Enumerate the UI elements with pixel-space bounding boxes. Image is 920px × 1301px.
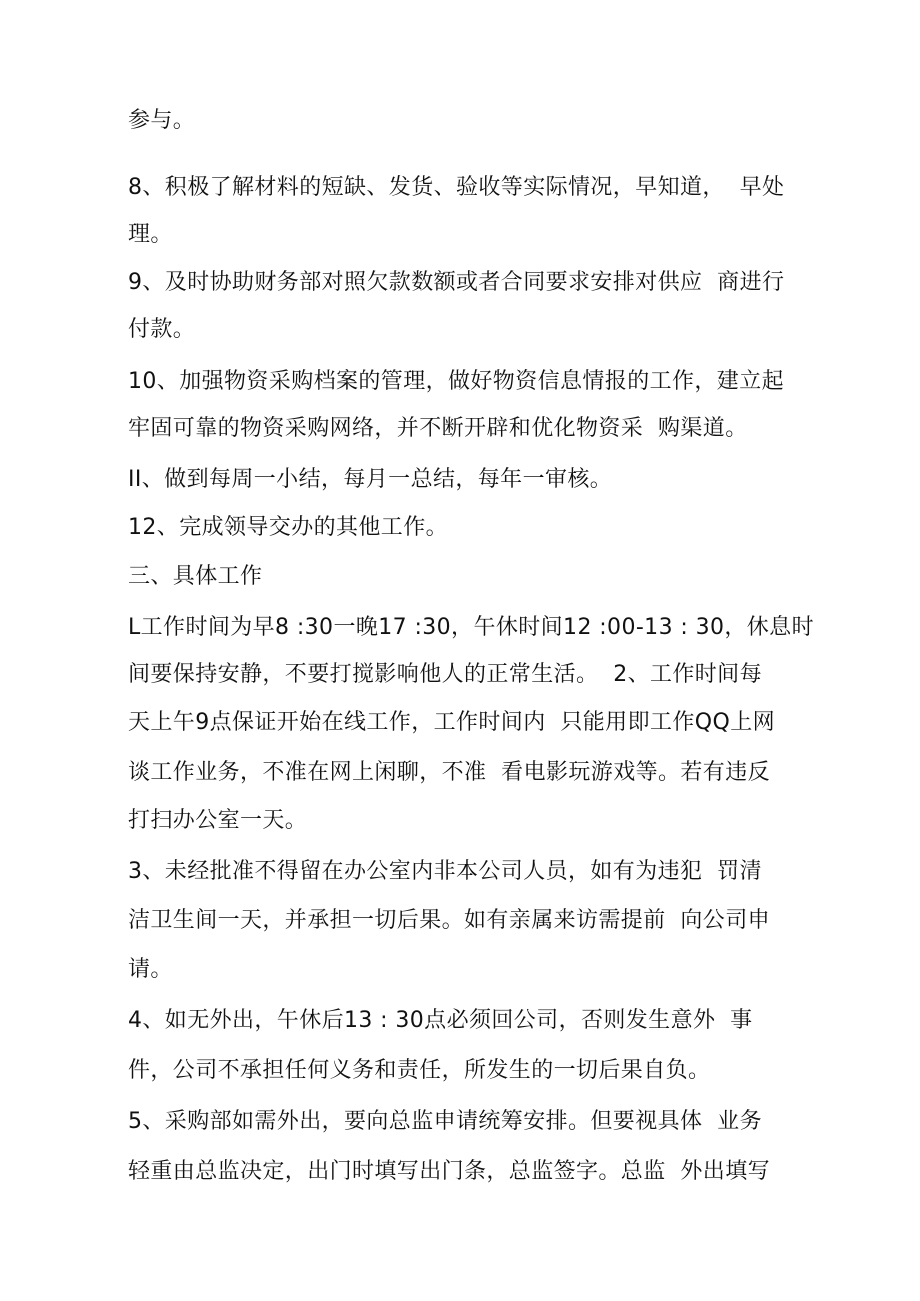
- text-line: 3、未经批准不得留在办公室内非本公司人员，如有为违犯 罚清: [128, 859, 762, 884]
- text-line: 4、如无外出，午休后13 : 30点必须回公司，否则发生意外 事: [128, 1008, 753, 1033]
- text-line: 洁卫生间一天，并承担一切后果。如有亲属来访需提前 向公司申: [128, 908, 770, 933]
- text-line: L工作时间为早8 :30一晚17 :30，午休时间12 :00-13 : 30，休息时: [128, 615, 814, 640]
- text-line: 天上午9点保证开始在线工作，工作时间内 只能用即工作QQ上网: [128, 710, 776, 735]
- text-line: 参与。: [128, 108, 196, 133]
- section-heading: 三、具体工作: [128, 564, 263, 589]
- text-line: 间要保持安静，不要打搅影响他人的正常生活。 2、工作时间每: [128, 662, 762, 687]
- text-line: 10、加强物资采购档案的管理，做好物资信息情报的工作，建立起: [128, 369, 784, 394]
- text-line: 理。: [128, 222, 173, 247]
- text-line: 请。: [128, 957, 173, 982]
- text-line: 打扫办公室一天。: [128, 808, 308, 833]
- text-line: 5、采购部如需外出，要向总监申请统筹安排。但要视具体 业务: [128, 1109, 762, 1134]
- text-line: 牢固可靠的物资采购网络，并不断开辟和优化物资采 购渠道。: [128, 416, 748, 441]
- text-line: 件，公司不承担任何义务和责任，所发生的一切后果自负。: [128, 1058, 711, 1083]
- text-line: 9、及时协助财务部对照欠款数额或者合同要求安排对供应 商进行: [128, 270, 785, 295]
- text-line: 谈工作业务，不准在网上闲聊，不准 看电影玩游戏等。若有违反: [128, 760, 770, 785]
- text-line: II、做到每周一小结，每月一总结，每年一审核。: [128, 467, 613, 492]
- text-line: 8、积极了解材料的短缺、发货、验收等实际情况，早知道， 早处: [128, 175, 785, 200]
- text-line: 12、完成领导交办的其他工作。: [128, 515, 448, 540]
- text-line: 付款。: [128, 317, 196, 342]
- text-line: 轻重由总监决定，出门时填写出门条，总监签字。总监 外出填写: [128, 1159, 770, 1184]
